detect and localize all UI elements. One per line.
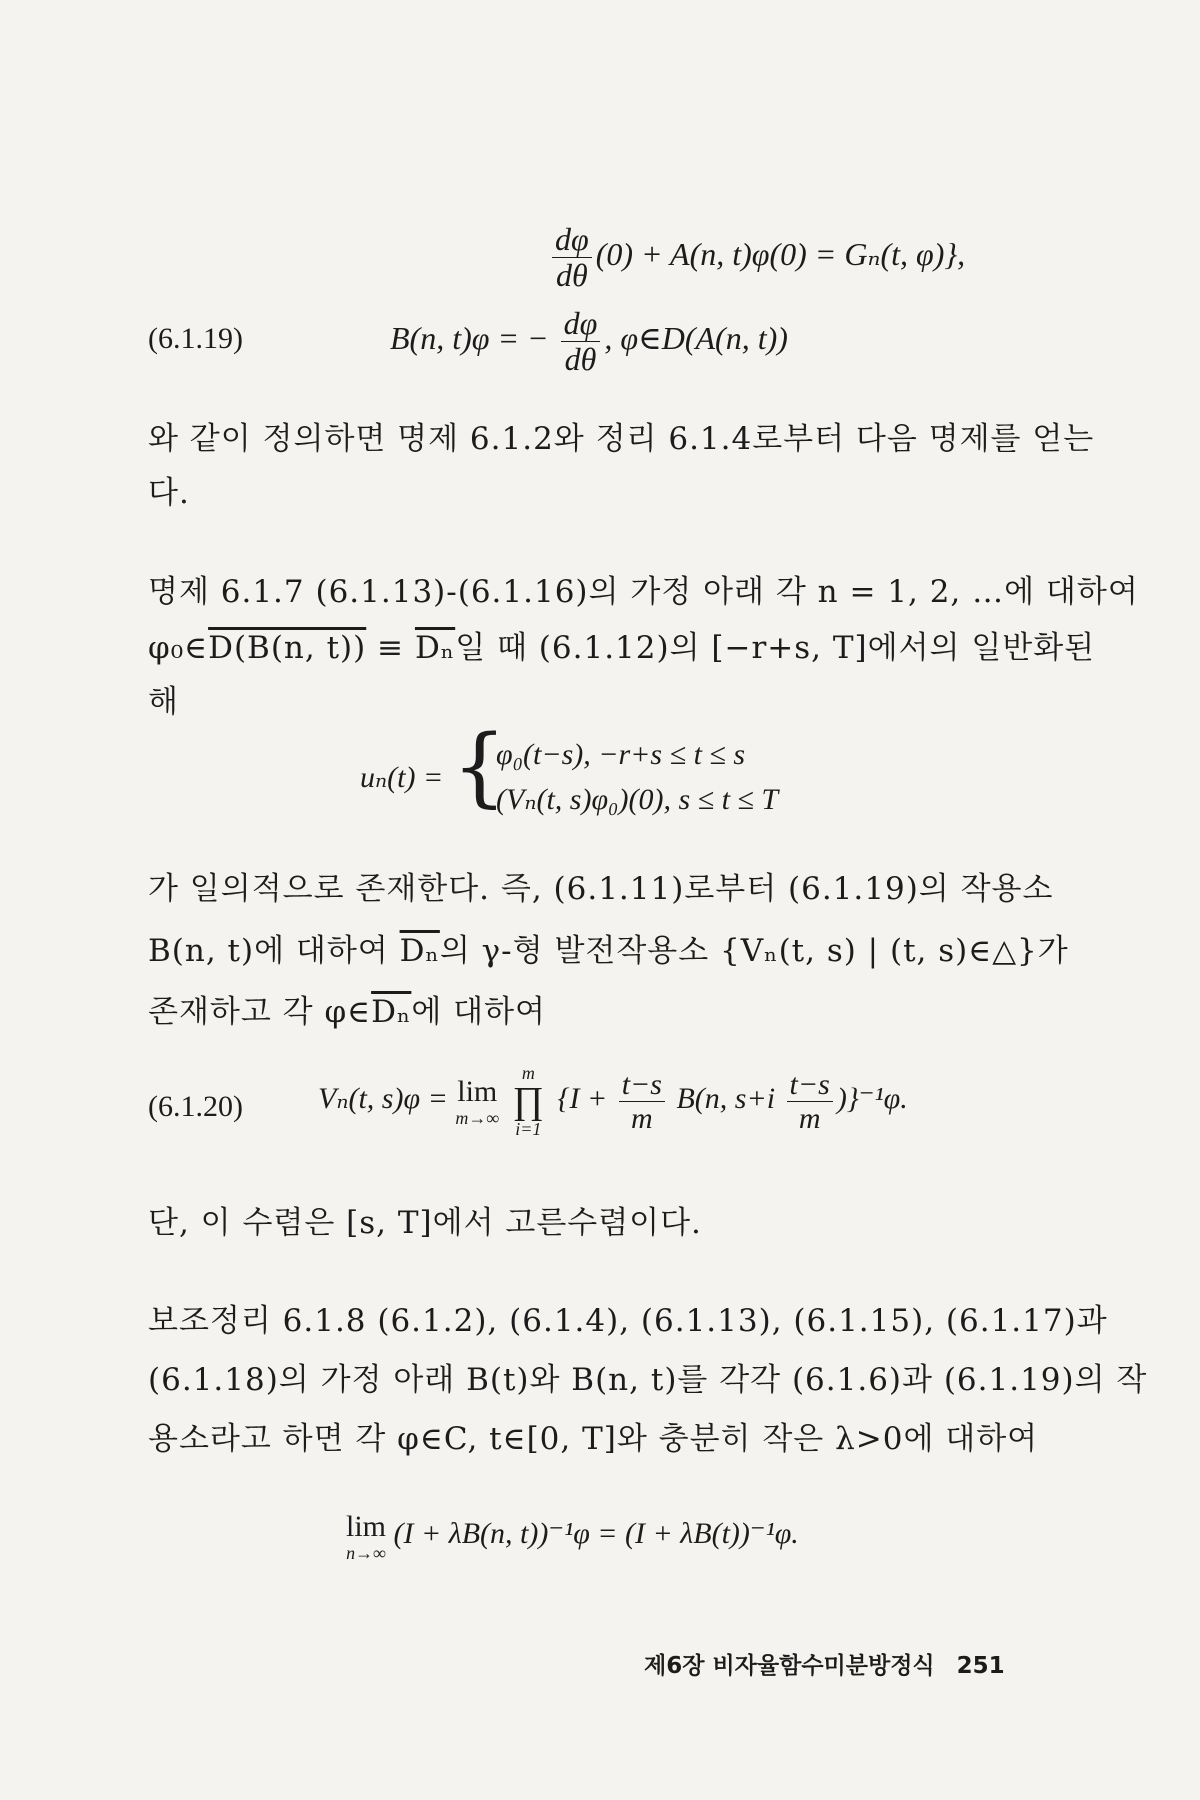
paragraph-line: 단, 이 수렴은 [s, T]에서 고른수렴이다.	[148, 1205, 702, 1241]
lim-subscript: n→∞	[346, 1543, 386, 1563]
piecewise-case: (Vₙ(t, s)φ₀)(0), s ≤ t ≤ T	[496, 783, 779, 816]
text: 의 γ-형 발전작용소 {Vₙ(t, s) | (t, s)∈△}가	[439, 933, 1069, 969]
text: ≡	[366, 630, 415, 666]
fraction-denominator: dθ	[555, 257, 588, 294]
lim-text: lim	[346, 1510, 387, 1543]
fraction	[561, 306, 601, 377]
fraction	[619, 1068, 665, 1135]
text: 에 대하여	[411, 994, 546, 1030]
limit-operator	[455, 1075, 499, 1127]
equation-6-1-19	[390, 306, 788, 377]
equation-text: B(n, s+i	[676, 1081, 776, 1115]
piecewise-case: φ₀(t−s), −r+s ≤ t ≤ s	[496, 738, 746, 771]
text: B(n, t)에 대하여	[148, 933, 400, 969]
overlined-text: $\overline{D_n}$	[414, 630, 456, 666]
fraction-denominator: m	[631, 1101, 653, 1135]
left-brace: {	[452, 717, 507, 817]
overlined-text: $\overline{D_n}$	[399, 933, 440, 969]
equation-label: (6.1.20)	[148, 1090, 243, 1123]
equation-text: {I +	[557, 1081, 608, 1115]
equation-text: )}⁻¹φ.	[836, 1081, 908, 1115]
equation-label: (6.1.19)	[148, 322, 243, 355]
equation-text: (0) + A(n, t)φ(0) = Gₙ(t, φ)},	[595, 236, 966, 273]
equation-6-1-20	[318, 1064, 908, 1138]
paragraph-line	[148, 986, 546, 1031]
running-footer	[644, 1647, 1005, 1680]
equation-limit	[346, 1510, 799, 1562]
overlined-text: $\overline{D_n}$	[371, 994, 412, 1030]
equation-lhs: Vₙ(t, s)φ =	[318, 1081, 448, 1115]
text: 일 때 (6.1.12)의 [−r+s, T]에서의 일반화된	[455, 630, 1096, 666]
product-lower: i=1	[515, 1119, 542, 1139]
proposition-line	[148, 622, 1095, 667]
fraction-numerator: t−s	[787, 1068, 833, 1102]
equation-continuation	[548, 222, 965, 293]
fraction-numerator: dφ	[552, 222, 592, 258]
product-operator	[513, 1064, 544, 1138]
fraction-numerator: dφ	[561, 306, 601, 342]
fraction-denominator: dθ	[564, 341, 597, 378]
page-number: 251	[956, 1653, 1005, 1679]
overlined-text: D(B(n, t))	[208, 630, 367, 666]
product-upper: m	[521, 1063, 535, 1083]
lemma-heading-line: 보조정리 6.1.8 (6.1.2), (6.1.4), (6.1.13), (6.1.15), (6.1.17)과	[148, 1303, 1108, 1339]
limit-operator	[346, 1510, 386, 1562]
text: 존재하고 각 φ∈	[148, 994, 372, 1030]
equation-text: (I + λB(n, t))⁻¹φ = (I + λB(t))⁻¹φ.	[393, 1516, 799, 1550]
fraction	[552, 222, 592, 293]
lemma-line: (6.1.18)의 가정 아래 B(t)와 B(n, t)를 각각 (6.1.6)과 (6.1.19)의 작	[148, 1362, 1148, 1398]
proposition-line: 해	[148, 684, 179, 720]
paragraph-line: 가 일의적으로 존재한다. 즉, (6.1.11)로부터 (6.1.19)의 작용소	[148, 871, 1054, 907]
text: φ₀∈	[148, 630, 209, 666]
lim-subscript: m→∞	[455, 1108, 500, 1128]
paragraph-line: 와 같이 정의하면 명제 6.1.2와 정리 6.1.4로부터 다음 명제를 얻는	[148, 421, 1095, 457]
paragraph-line: 다.	[148, 475, 190, 511]
fraction-numerator: t−s	[619, 1068, 665, 1102]
fraction	[787, 1068, 833, 1135]
product-symbol: ∏	[512, 1080, 544, 1122]
lemma-line: 용소라고 하면 각 φ∈C, t∈[0, T]와 충분히 작은 λ>0에 대하여	[148, 1421, 1039, 1457]
proposition-heading-line: 명제 6.1.7 (6.1.13)-(6.1.16)의 가정 아래 각 n = 1, 2, …에 대하여	[148, 574, 1139, 610]
chapter-title: 제6장 비자율함수미분방정식	[644, 1653, 935, 1679]
equation-lhs: B(n, t)φ = −	[390, 320, 549, 357]
piecewise-lhs: uₙ(t) =	[360, 761, 444, 794]
fraction-denominator: m	[798, 1101, 821, 1135]
lim-text: lim	[457, 1075, 498, 1108]
equation-text: , φ∈D(A(n, t))	[604, 320, 788, 357]
paragraph-line	[148, 925, 1069, 970]
